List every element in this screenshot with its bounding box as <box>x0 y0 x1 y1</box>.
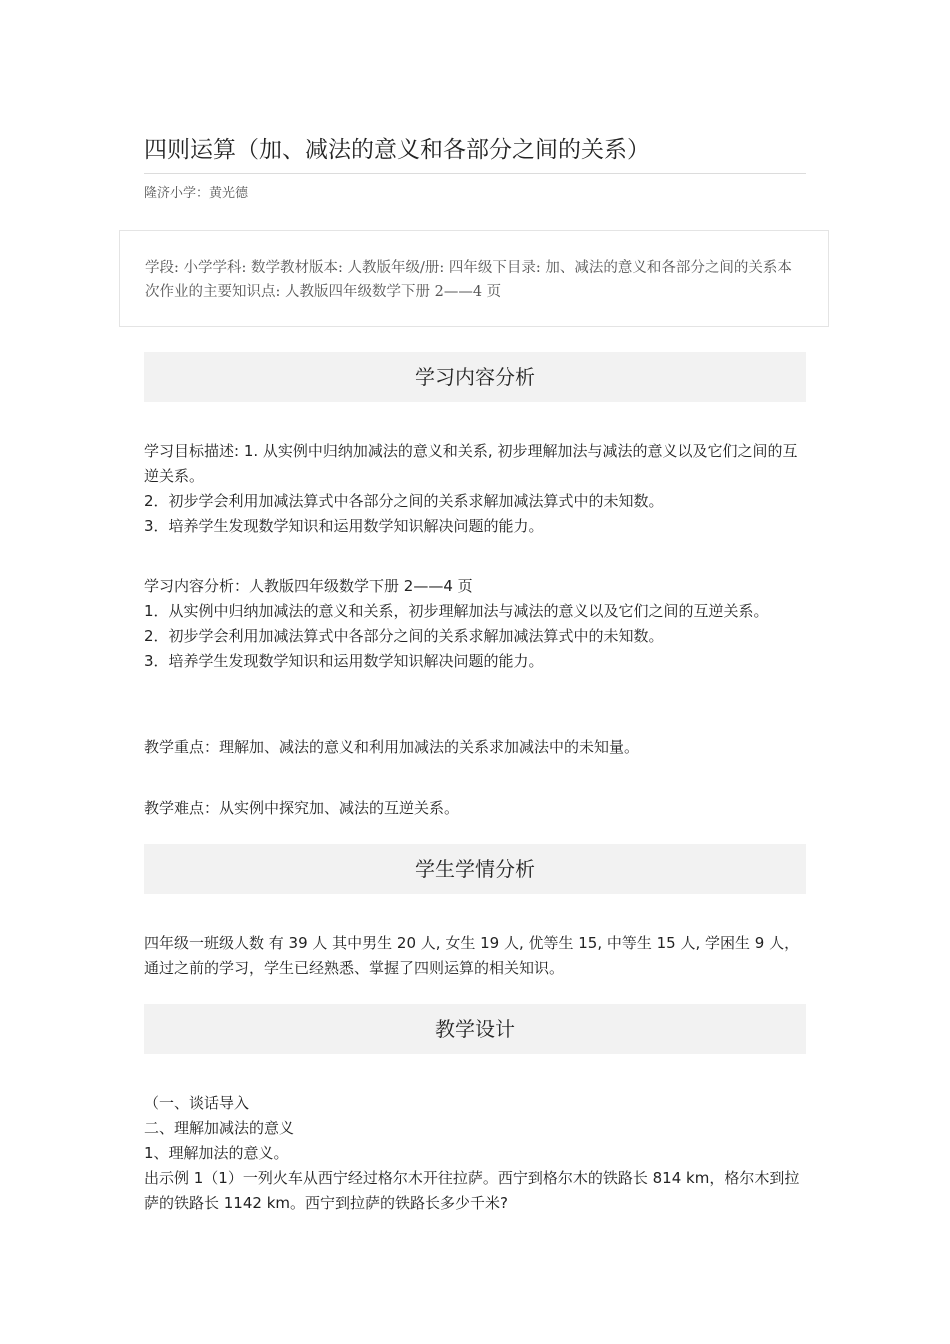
content-line: 学习内容分析：人教版四年级数学下册 2——4 页 <box>144 577 473 595</box>
content-line: 3．培养学生发现数学知识和运用数学知识解决问题的能力。 <box>144 652 544 670</box>
teaching-difficulty <box>144 796 808 821</box>
course-meta-text: 学段: 小学学科: 数学教材版本: 人教版年级/册: 四年级下目录: 加、减法的意义和各部分之间的关系本次作业的主要知识点: 人教版四年级数学下册 2——4 页 <box>145 260 792 300</box>
section-heading-analysis: 学习内容分析 <box>144 352 806 402</box>
design-line: 出示例 1（1）一列火车从西宁经过格尔木开往拉萨。西宁到格尔木的铁路长 814 km，格尔木到拉萨的铁路长 1142 km。西宁到拉萨的铁路长多少千米? <box>144 1169 800 1212</box>
section-heading-students: 学生学情分析 <box>144 844 806 894</box>
content-analysis <box>144 574 808 674</box>
content-line: 1．从实例中归纳加减法的意义和关系，初步理解加法与减法的意义以及它们之间的互逆关系。 <box>144 602 769 620</box>
goal-line: 3．培养学生发现数学知识和运用数学知识解决问题的能力。 <box>144 517 544 535</box>
learning-goals <box>144 439 808 539</box>
design-line: 1、理解加法的意义。 <box>144 1144 289 1162</box>
teaching-design <box>144 1091 808 1216</box>
content-line: 2．初步学会利用加减法算式中各部分之间的关系求解加减法算式中的未知数。 <box>144 627 664 645</box>
section-heading-design: 教学设计 <box>144 1004 806 1054</box>
title-divider <box>144 173 806 174</box>
key-point-text: 教学重点：理解加、减法的意义和利用加减法的关系求加减法中的未知量。 <box>144 738 640 756</box>
goal-line: 2．初步学会利用加减法算式中各部分之间的关系求解加减法算式中的未知数。 <box>144 492 664 510</box>
author-line: 隆济小学：黄光德 <box>144 186 249 201</box>
student-analysis <box>144 931 808 981</box>
course-meta-box <box>119 230 829 327</box>
teaching-key-point <box>144 735 808 760</box>
design-line: 二、理解加减法的意义 <box>144 1119 295 1137</box>
design-line: （一、谈话导入 <box>144 1094 250 1112</box>
student-analysis-text: 四年级一班级人数 有 39 人 其中男生 20 人, 女生 19 人, 优等生 15, 中等生 15 人, 学困生 9 人，通过之前的学习，学生已经熟悉、掌握了四则运算的相关知识。 <box>144 934 800 977</box>
goal-line: 学习目标描述: 1. 从实例中归纳加减法的意义和关系, 初步理解加法与减法的意义以及它们之间的互逆关系。 <box>144 442 798 485</box>
document-title: 四则运算（加、减法的意义和各部分之间的关系） <box>144 137 650 163</box>
difficulty-text: 教学难点：从实例中探究加、减法的互逆关系。 <box>144 799 460 817</box>
